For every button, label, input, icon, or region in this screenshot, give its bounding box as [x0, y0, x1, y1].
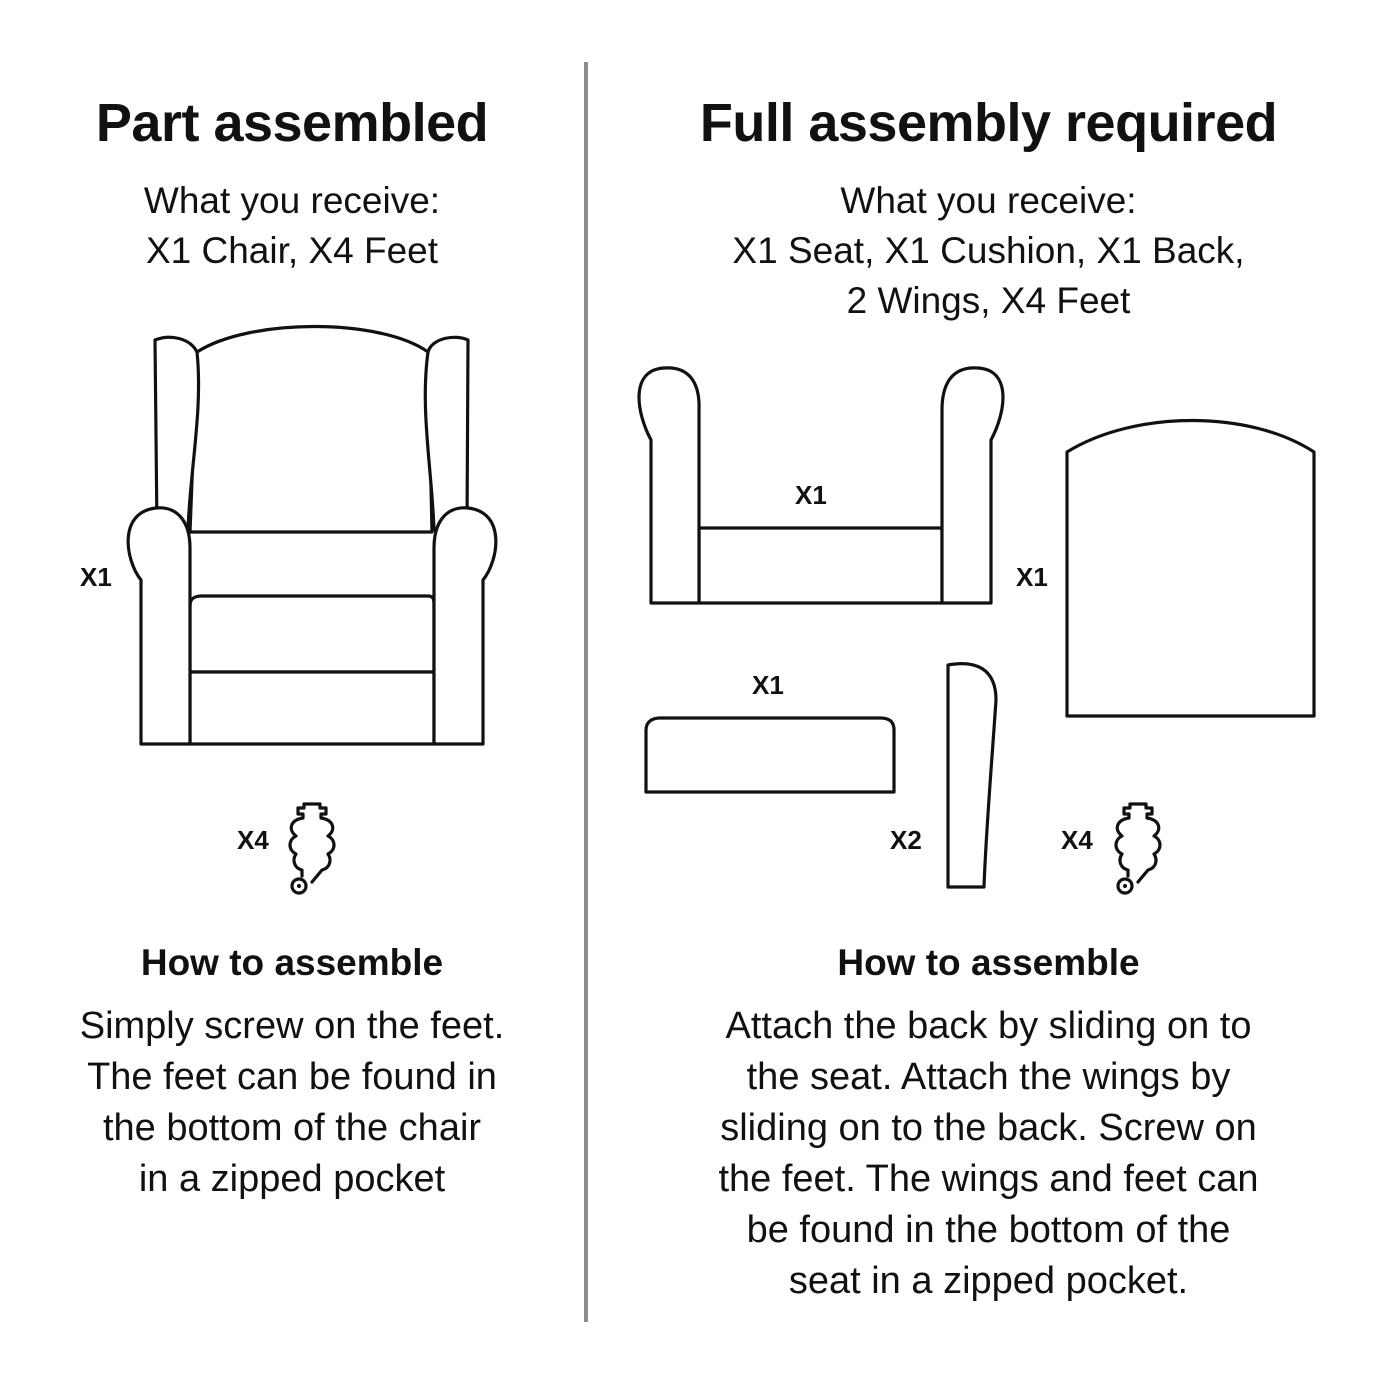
right-howto-line: the seat. Attach the wings by [746, 1056, 1231, 1098]
right-receive-heading: What you receive: [840, 180, 1137, 221]
back-quantity-label: X1 [1016, 562, 1048, 592]
cushion-icon [646, 718, 894, 792]
right-howto-line: seat in a zipped pocket. [788, 1260, 1189, 1302]
left-feet-quantity-label: X4 [237, 825, 269, 855]
right-howto-line: the feet. The wings and feet can [718, 1158, 1259, 1200]
part-assembled-title: Part assembled [95, 93, 489, 153]
cushion-quantity-label: X1 [752, 670, 784, 700]
back-panel-icon [1067, 421, 1314, 717]
right-receive-item: X1 Seat, X1 Cushion, X1 Back, [732, 230, 1245, 271]
seat-quantity-label: X1 [795, 480, 827, 510]
right-receive-item: 2 Wings, X4 Feet [846, 280, 1131, 321]
assembled-chair-icon [128, 327, 496, 745]
right-howto-heading: How to assemble [837, 942, 1140, 983]
wings-quantity-label: X2 [890, 825, 922, 855]
wing-icon [948, 664, 996, 887]
left-howto-line: in a zipped pocket [138, 1158, 446, 1200]
left-receive-item: X1 Chair, X4 Feet [145, 230, 439, 271]
left-howto-line: the bottom of the chair [102, 1107, 482, 1149]
full-assembly-title: Full assembly required [699, 93, 1278, 153]
foot-icon [290, 804, 334, 893]
left-howto-line: Simply screw on the feet. [79, 1005, 505, 1047]
right-howto-line: be found in the bottom of the [746, 1209, 1231, 1251]
left-howto-line: The feet can be found in [87, 1056, 497, 1098]
foot-icon [1116, 804, 1160, 893]
right-feet-quantity-label: X4 [1061, 825, 1093, 855]
right-howto-line: sliding on to the back. Screw on [720, 1107, 1257, 1149]
left-receive-heading: What you receive: [143, 180, 441, 221]
chair-quantity-label: X1 [80, 562, 112, 592]
right-howto-line: Attach the back by sliding on to [725, 1005, 1252, 1047]
left-howto-heading: How to assemble [140, 942, 444, 983]
